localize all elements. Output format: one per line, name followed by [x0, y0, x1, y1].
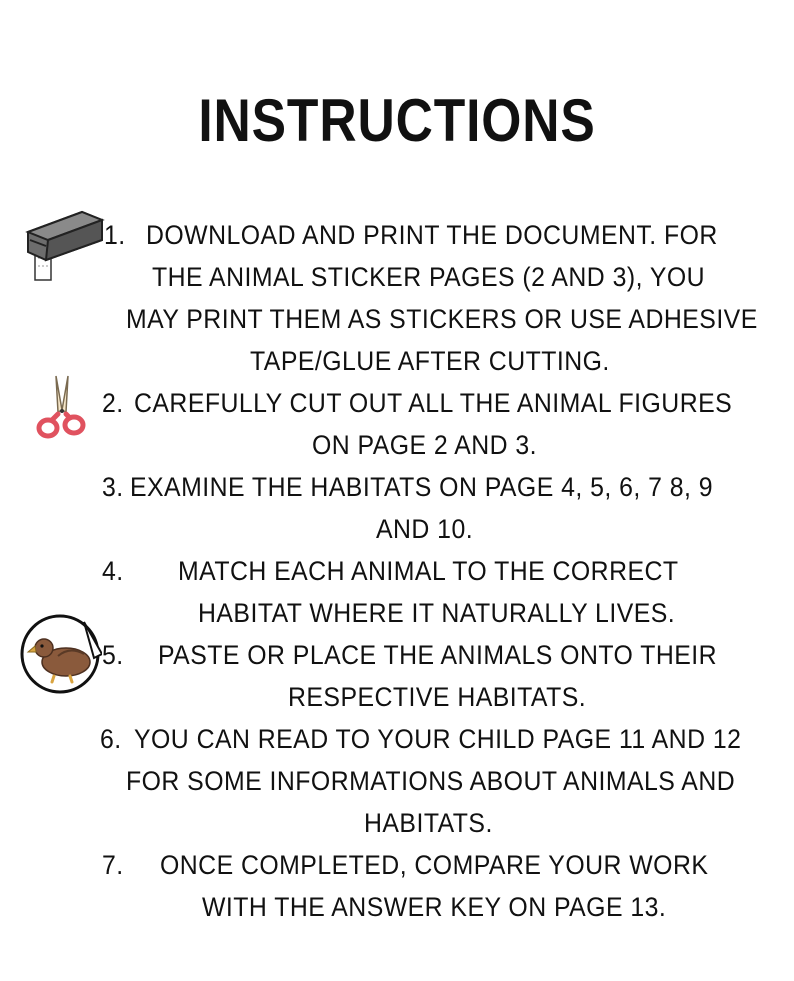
step-4-line-1: MATCH EACH ANIMAL TO THE CORRECT — [178, 556, 679, 586]
step-3-line-2: AND 10. — [376, 514, 474, 544]
step-6-line-3: HABITATS. — [364, 808, 493, 838]
step-4-number: 4. — [102, 556, 124, 586]
step-5-line-2: RESPECTIVE HABITATS. — [288, 682, 587, 712]
step-6-line-1: YOU CAN READ TO YOUR CHILD PAGE 11 AND 12 — [134, 724, 742, 754]
step-7-line-1: ONCE COMPLETED, COMPARE YOUR WORK — [160, 850, 709, 880]
step-1-line-1: DOWNLOAD AND PRINT THE DOCUMENT. FOR — [146, 220, 718, 250]
step-5-number: 5. — [102, 640, 124, 670]
step-2-line-1: CAREFULLY CUT OUT ALL THE ANIMAL FIGURES — [134, 388, 733, 418]
step-4-line-2: HABITAT WHERE IT NATURALLY LIVES. — [198, 598, 676, 628]
duck-sticker-icon — [18, 612, 102, 696]
step-6-number: 6. — [100, 724, 122, 754]
step-6-line-2: FOR SOME INFORMATIONS ABOUT ANIMALS AND — [126, 766, 736, 796]
step-2-number: 2. — [102, 388, 124, 418]
step-7-number: 7. — [102, 850, 124, 880]
step-1-line-3: MAY PRINT THEM AS STICKERS OR USE ADHESIVE — [126, 304, 758, 334]
step-2-line-2: ON PAGE 2 AND 3. — [312, 430, 538, 460]
printer-icon — [22, 206, 106, 284]
step-7-line-2: WITH THE ANSWER KEY ON PAGE 13. — [202, 892, 667, 922]
step-5-line-1: PASTE OR PLACE THE ANIMALS ONTO THEIR — [158, 640, 718, 670]
scissors-icon — [34, 372, 88, 442]
step-1-line-4: TAPE/GLUE AFTER CUTTING. — [250, 346, 610, 376]
page-title: INSTRUCTIONS — [198, 87, 596, 154]
step-3-line-1: EXAMINE THE HABITATS ON PAGE 4, 5, 6, 7 8, 9 — [130, 472, 714, 502]
step-3-number: 3. — [102, 472, 124, 502]
step-1-number: 1. — [104, 220, 126, 250]
step-1-line-2: THE ANIMAL STICKER PAGES (2 AND 3), YOU — [152, 262, 706, 292]
